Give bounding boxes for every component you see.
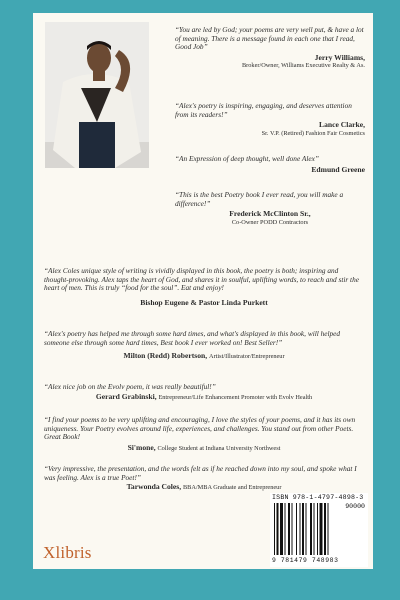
testimonial-author-title: BBA/MBA Graduate and Entrepreneur [182, 484, 282, 492]
testimonial-author-title: Broker/Owner, Williams Executive Realty & As. [241, 62, 365, 70]
testimonial-author-title: Artist/Illustrator/Entrepreneur [209, 353, 285, 361]
testimonial-text: “This is the best Poetry book I ever read, you will make a difference!” [175, 190, 344, 208]
barcode-stripe [328, 503, 329, 555]
testimonial-text: “Alex nice job on the Evolv poem, it was really beautiful!” [44, 382, 216, 391]
publisher-logo: Xlibris [43, 543, 92, 562]
testimonial-author-title: Entrepreneur/Life Enhancement Promoter with Evolv Health [158, 393, 313, 401]
barcode-stripe [314, 503, 315, 555]
barcode-stripe [292, 503, 293, 555]
testimonial-author: Frederick McClinton Sr., [229, 209, 311, 219]
author-photo [45, 22, 149, 168]
barcode-bars [274, 503, 344, 557]
testimonial-author: Edmund Greene [311, 164, 365, 174]
testimonial-4 [175, 191, 365, 227]
barcode-stripe [302, 503, 304, 555]
price-code: 90000 [345, 503, 365, 510]
testimonial-text: “I find your poems to be very uplifting and encouraging, I love the styles of your poems, and it has its own uniqueness. Your Poetry evolves around life, experiences, and challenges. You stand out from other Poets. Great Book! [44, 415, 356, 442]
barcode-stripe [296, 503, 297, 555]
barcode-stripe [288, 503, 290, 555]
testimonial-8 [44, 416, 364, 453]
testimonial-author: Lance Clarke, [319, 120, 365, 130]
isbn-barcode [270, 493, 368, 567]
testimonial-text: “You are led by God; your poems are very well put, & have a lot of meaning. There is a message found in each one that I read, Good Job” [175, 25, 364, 52]
testimonial-text: “Very impressive, the presentation, and the words felt as if he reached down into my soul, and spoke what I was feeling. Alex is a true Poet!” [44, 464, 357, 482]
testimonial-text: “Alex's poetry has helped me through some hard times, and what's displayed in this book, will helped someone else through some hard times, Best book I ever worked on! Best Seller!” [44, 329, 341, 347]
testimonial-author: Gerard Grabinski, [95, 391, 157, 401]
barcode-number: 9 781479 748983 [272, 557, 339, 564]
isbn-text: ISBN 978-1-4797-4898-3 [272, 494, 364, 501]
testimonial-author: Jerry Williams, [314, 52, 365, 62]
barcode-stripe [280, 503, 283, 555]
testimonial-author-title: Co-Owner PODD Contractors [231, 218, 309, 226]
testimonial-6 [44, 330, 364, 362]
barcode-stripe [285, 503, 286, 555]
testimonial-author: Tarwonda Coles, [126, 482, 182, 492]
testimonial-9 [44, 465, 364, 493]
barcode-stripe [277, 503, 279, 555]
testimonial-text: “Alex's poetry is inspiring, engaging, and deserves attention from its readers!” [175, 101, 352, 119]
testimonial-author: Bishop Eugene & Pastor Linda Purkett [140, 297, 268, 307]
barcode-stripe [300, 503, 301, 555]
testimonial-3 [175, 155, 365, 174]
testimonial-author: Milton (Redd) Robertson, [123, 351, 208, 361]
testimonial-2 [175, 102, 365, 138]
barcode-stripe [310, 503, 312, 555]
barcode-stripe [317, 503, 318, 555]
barcode-stripe [274, 503, 275, 555]
barcode-stripe [324, 503, 326, 555]
testimonial-5 [44, 267, 364, 307]
testimonial-text: “An Expression of deep thought, well done Alex” [175, 154, 319, 163]
barcode-stripe [320, 503, 323, 555]
back-cover-panel [33, 13, 373, 569]
testimonial-1 [175, 26, 365, 71]
testimonial-author-title: Sr. V.P. (Retired) Fashion Fair Cosmetics [261, 129, 365, 137]
testimonial-text: “Alex Coles unique style of writing is vividly displayed in this book, the poetry is both; inspiring and thought-provoking. Alex taps the heart of God, and shares it in soulful, uplifting words, to reach and stir the heart of men. This is truly “food for the soul”. Eat and enjoy! [44, 266, 359, 293]
testimonial-author: Si'mone, [127, 442, 156, 452]
testimonial-7 [44, 383, 364, 402]
testimonial-author-title: College Student at Indiana University Northwest [157, 444, 281, 452]
barcode-stripe [306, 503, 307, 555]
